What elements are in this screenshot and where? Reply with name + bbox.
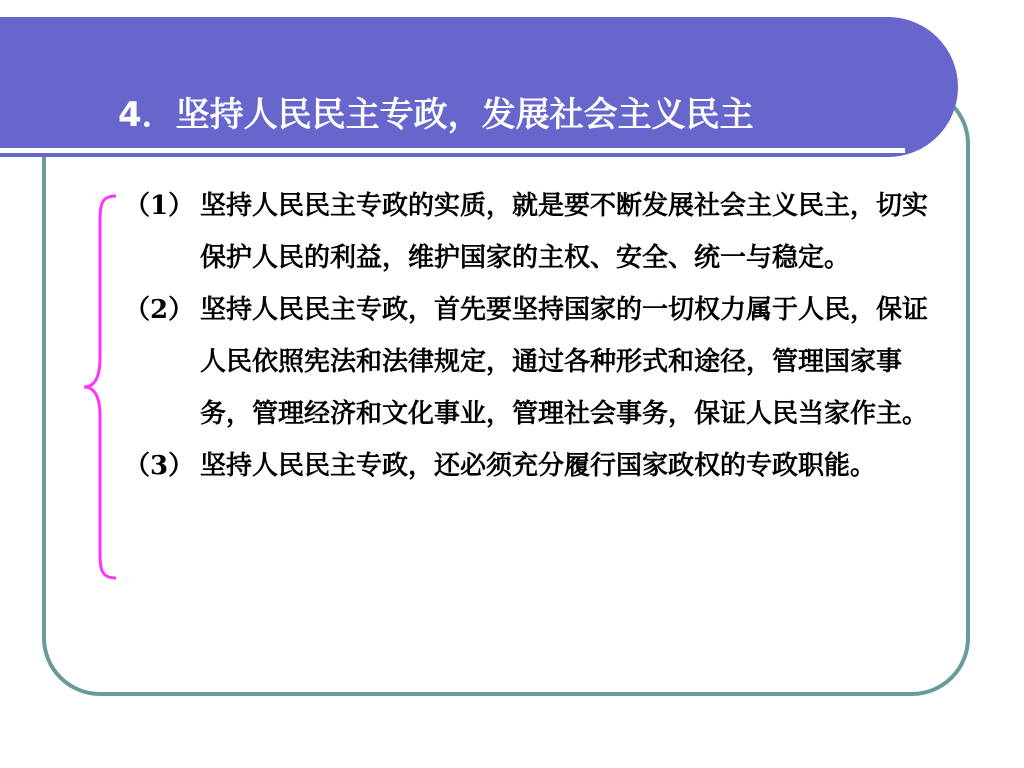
item-text: 坚持人民民主专政的实质，就是要不断发展社会主义民主，切实保护人民的利益，维护国家的主权、安全、统一与稳定。 — [200, 191, 929, 273]
item-number: （1） — [124, 191, 195, 221]
slide-title: 4．坚持人民民主专政，发展社会主义民主 — [118, 95, 754, 135]
title-bar — [0, 17, 958, 157]
item-text: 坚持人民民主专政，首先要坚持国家的一切权力属于人民，保证人民依照宪法和法律规定，通过各种形式和途径，管理国家事务，管理经济和文化事业，管理社会事务，保证人民当家作主。 — [200, 295, 929, 429]
title-underline — [0, 148, 905, 153]
list-item — [124, 180, 930, 284]
point-list — [124, 180, 930, 492]
item-number: （3） — [124, 451, 195, 481]
curly-brace — [80, 192, 120, 582]
item-text: 坚持人民民主专政，还必须充分履行国家政权的专政职能。 — [200, 451, 877, 481]
list-item — [124, 284, 930, 440]
list-item — [124, 440, 930, 492]
item-number: （2） — [124, 295, 195, 325]
